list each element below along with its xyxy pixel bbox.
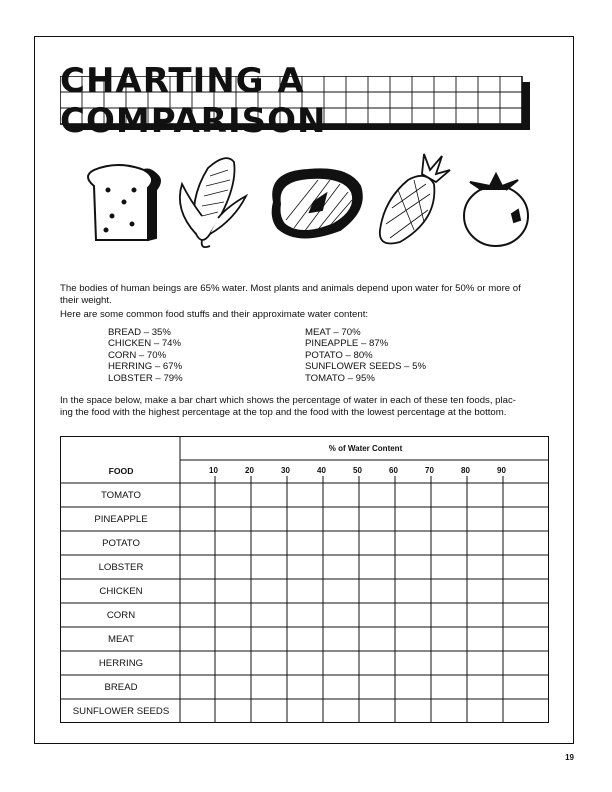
tick-label: 30	[281, 466, 290, 475]
food-illustrations	[78, 150, 538, 254]
corn-icon	[180, 158, 246, 247]
intro-line-1: The bodies of human beings are 65% water. Most plants and animals depend upon water for 50% or more of	[60, 283, 521, 294]
title-banner	[60, 61, 530, 141]
row-label-herring: HERRING	[98, 658, 144, 669]
row-label-potato: POTATO	[102, 538, 140, 549]
tick-label: 70	[425, 466, 434, 475]
foods-list-right	[305, 327, 426, 384]
pineapple-icon	[380, 154, 450, 244]
page-title: CHARTING A COMPARISON	[60, 61, 327, 141]
bread-icon	[88, 165, 160, 240]
food-item: SUNFLOWER SEEDS – 5%	[305, 361, 427, 373]
tick-label: 10	[209, 466, 218, 475]
food-item: MEAT – 70%	[305, 327, 361, 338]
intro-text	[60, 283, 560, 321]
intro-line-3: Here are some common food stuffs and their approximate water content:	[60, 309, 369, 320]
food-item: CHICKEN – 74%	[108, 338, 182, 350]
instructions-text	[60, 395, 560, 419]
row-label-pineapple: PINEAPPLE	[94, 514, 148, 525]
food-item: POTATO – 80%	[305, 349, 373, 361]
food-column-header: FOOD	[108, 466, 134, 476]
row-label-corn: CORN	[106, 610, 136, 621]
chart-header-title: % of Water Content	[328, 444, 403, 453]
tick-label: 50	[353, 466, 362, 475]
tomato-icon	[464, 174, 528, 246]
bar-chart-grid	[60, 436, 549, 723]
food-item: TOMATO – 95%	[305, 372, 375, 384]
food-item: CORN – 70%	[108, 349, 167, 361]
foods-list-left	[108, 327, 183, 384]
page-number: 19	[565, 753, 574, 762]
row-label-chicken: CHICKEN	[99, 586, 143, 597]
tick-label: 40	[317, 466, 326, 475]
instructions-line-2: ing the food with the highest percentage at the top and the food with the lowest percentage at the bottom.	[60, 407, 507, 418]
meat-icon	[273, 169, 362, 237]
food-item: HERRING – 67%	[108, 361, 183, 373]
tick-label: 20	[245, 466, 254, 475]
row-label-tomato: TOMATO	[101, 490, 141, 501]
food-item: LOBSTER – 79%	[108, 372, 183, 384]
intro-line-2: their weight.	[60, 295, 112, 306]
row-label-sunflower-seeds: SUNFLOWER SEEDS	[72, 706, 170, 717]
row-label-lobster: LOBSTER	[98, 562, 144, 573]
tick-label: 60	[389, 466, 398, 475]
tick-label: 80	[461, 466, 470, 475]
chart-lines	[60, 436, 549, 723]
tick-labels	[61, 466, 550, 478]
food-item: PINEAPPLE – 87%	[305, 338, 389, 350]
row-label-meat: MEAT	[108, 634, 134, 645]
food-item: BREAD – 35%	[108, 327, 171, 338]
tick-label: 90	[497, 466, 506, 475]
instructions-line-1: In the space below, make a bar chart which shows the percentage of water in each of these ten foods, plac-	[60, 395, 516, 406]
row-label-bread: BREAD	[104, 682, 138, 693]
